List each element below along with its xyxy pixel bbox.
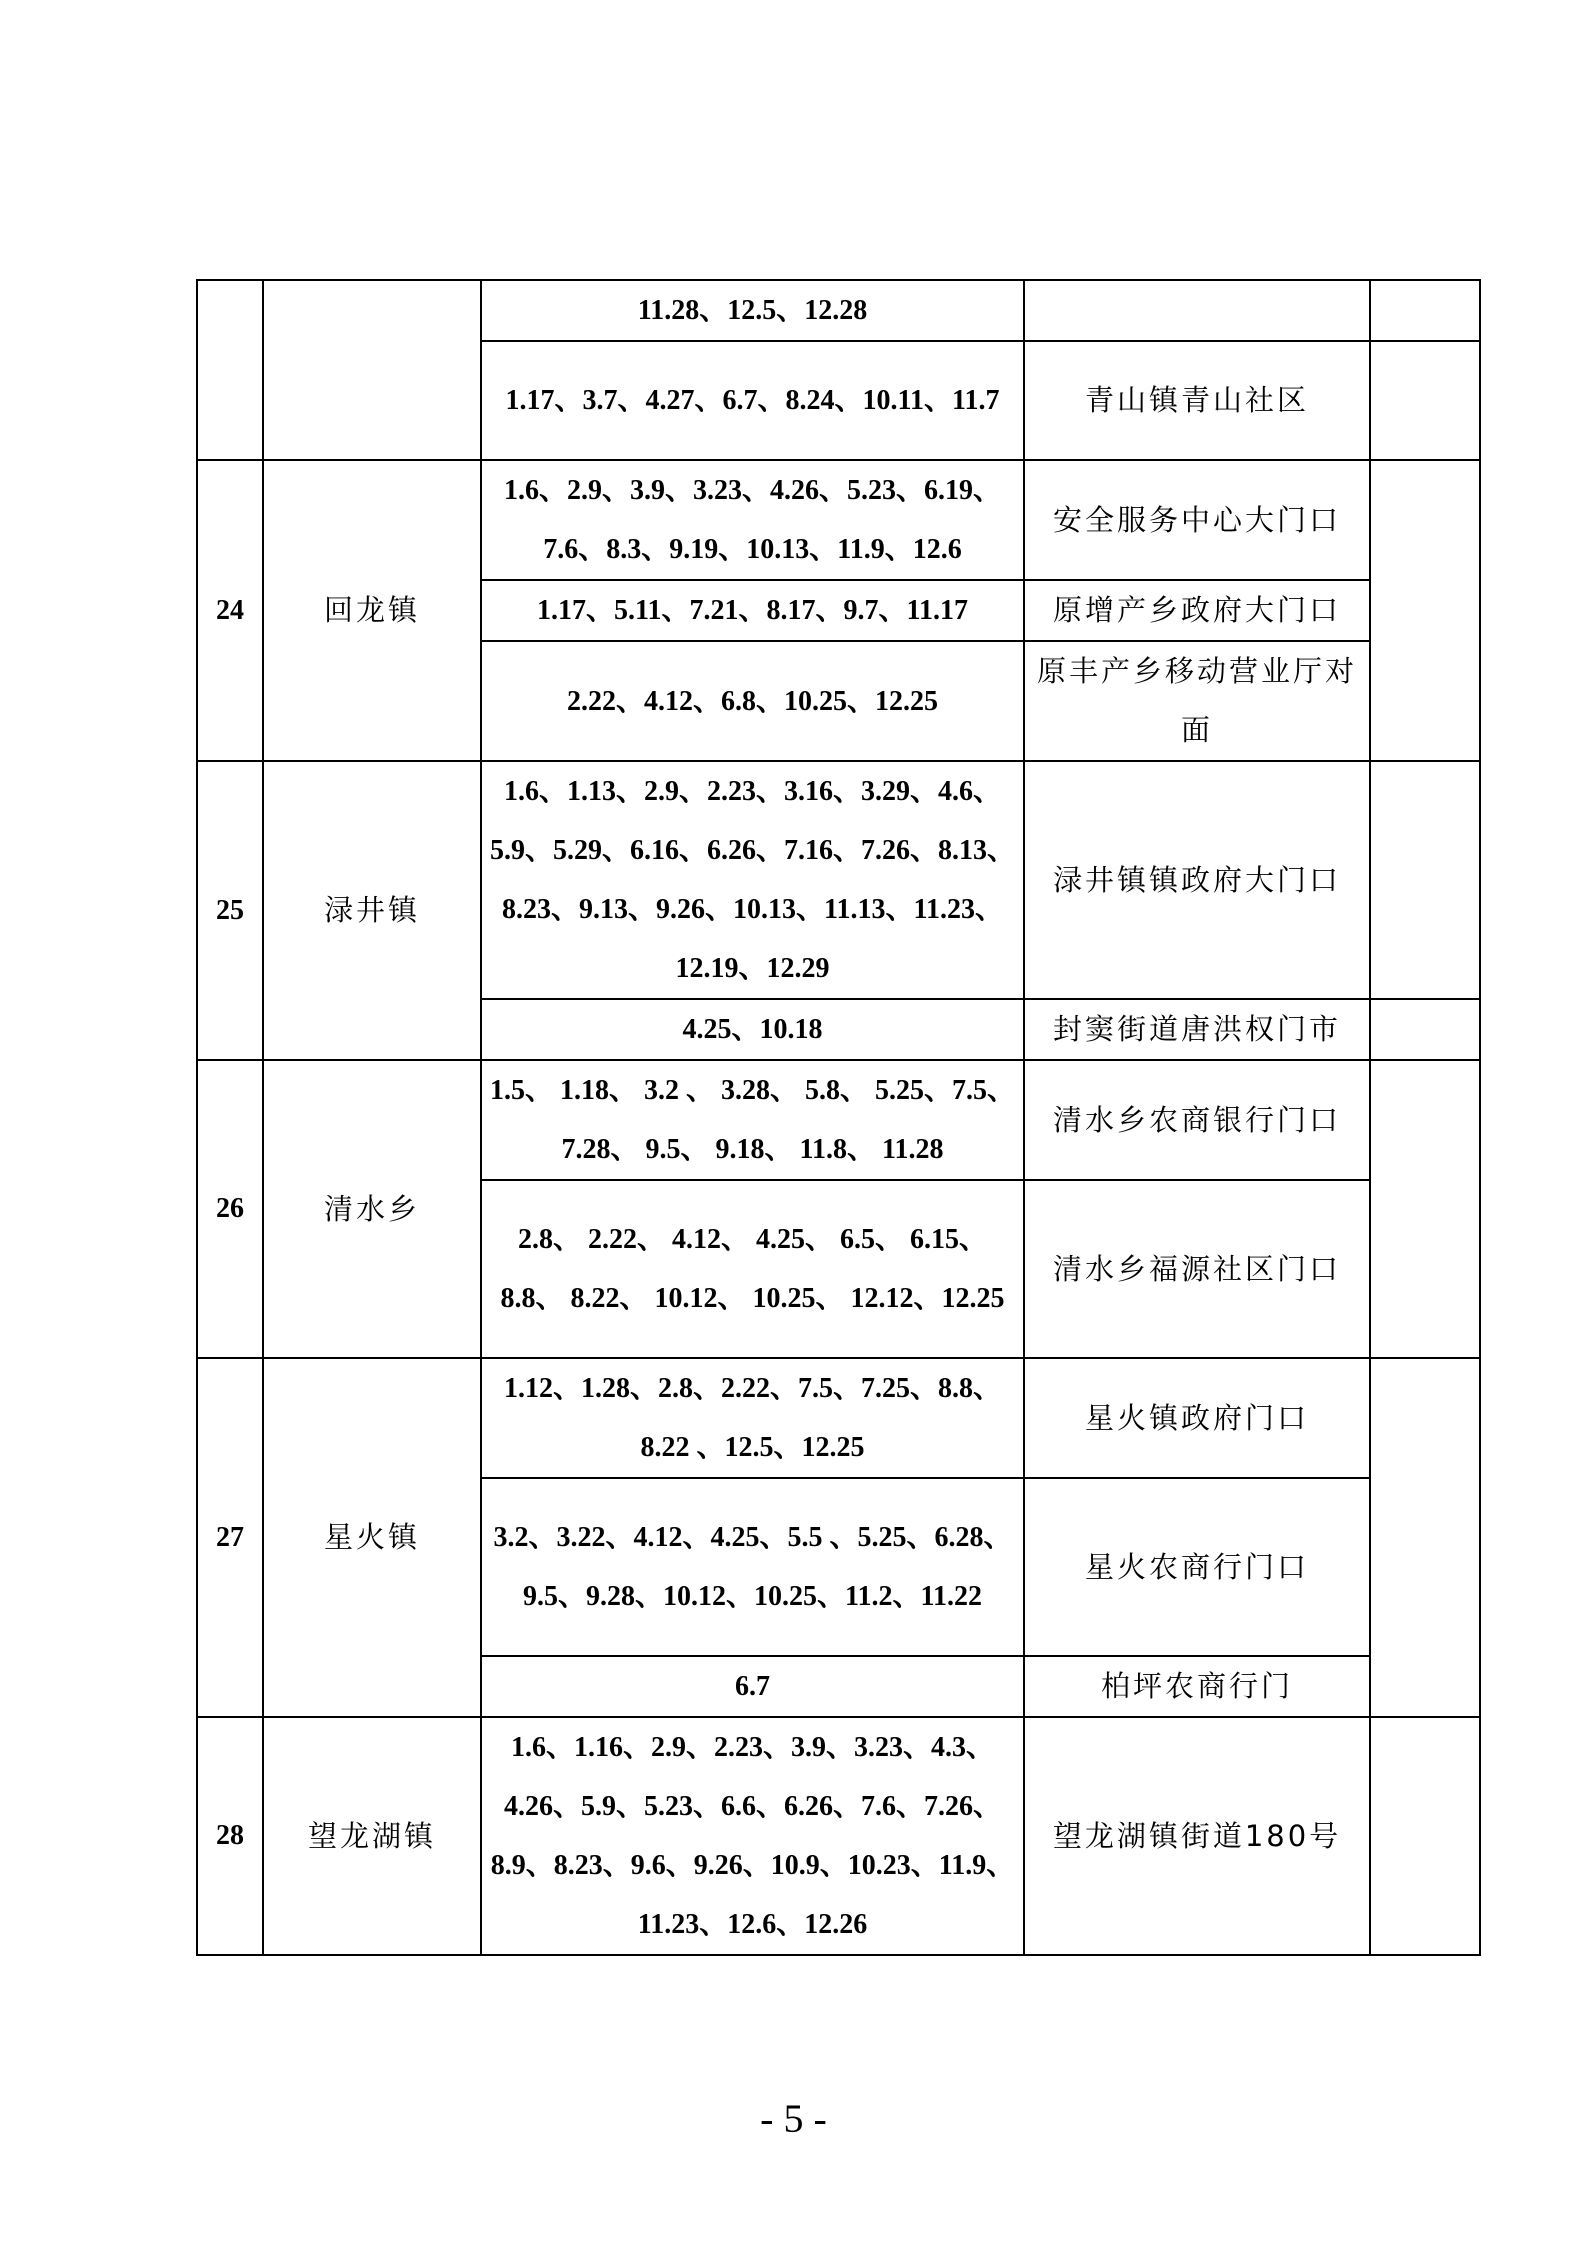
table-row <box>197 1717 1480 1955</box>
dates-cell: 1.17、3.7、4.27、6.7、8.24、10.11、11.7 <box>481 341 1024 460</box>
remarks-cell <box>1370 1358 1480 1717</box>
dates-cell: 1.6、1.16、2.9、2.23、3.9、3.23、4.3、4.26、5.9、5.23、6.6、6.26、7.6、7.26、8.9、8.23、9.6、9.26、10.9、10.23、11.9、11.23、12.6、12.26 <box>481 1717 1024 1955</box>
number-cell: 28 <box>197 1717 263 1955</box>
number-cell <box>197 280 263 460</box>
remarks-cell <box>1370 280 1480 341</box>
table-row <box>197 460 1480 580</box>
remarks-cell <box>1370 1717 1480 1955</box>
dates-cell: 1.5、 1.18、 3.2 、 3.28、 5.8、 5.25、7.5、 7.28、 9.5、 9.18、 11.8、 11.28 <box>481 1060 1024 1180</box>
town-cell: 回龙镇 <box>263 460 481 761</box>
number-cell: 24 <box>197 460 263 761</box>
dates-cell: 3.2、3.22、4.12、4.25、5.5 、5.25、6.28、9.5、9.28、10.12、10.25、11.2、11.22 <box>481 1478 1024 1656</box>
number-cell: 25 <box>197 761 263 1060</box>
place-cell: 柏坪农商行门 <box>1024 1656 1370 1717</box>
remarks-cell <box>1370 460 1480 761</box>
place-cell: 清水乡农商银行门口 <box>1024 1060 1370 1180</box>
dates-cell: 6.7 <box>481 1656 1024 1717</box>
dates-cell: 1.17、5.11、7.21、8.17、9.7、11.17 <box>481 580 1024 641</box>
town-cell: 渌井镇 <box>263 761 481 1060</box>
place-cell: 青山镇青山社区 <box>1024 341 1370 460</box>
place-cell: 封窦街道唐洪权门市 <box>1024 999 1370 1060</box>
table-row <box>197 1358 1480 1478</box>
dates-cell: 1.6、2.9、3.9、3.23、4.26、5.23、6.19、7.6、8.3、9.19、10.13、11.9、12.6 <box>481 460 1024 580</box>
dates-cell: 1.12、1.28、2.8、2.22、7.5、7.25、8.8、8.22 、12.5、12.25 <box>481 1358 1024 1478</box>
town-cell: 清水乡 <box>263 1060 481 1358</box>
dates-cell: 11.28、12.5、12.28 <box>481 280 1024 341</box>
place-cell: 望龙湖镇街道180号 <box>1024 1717 1370 1955</box>
schedule-table <box>196 279 1481 1956</box>
dates-cell: 1.6、1.13、2.9、2.23、3.16、3.29、4.6、5.9、5.29、6.16、6.26、7.16、7.26、8.13、8.23、9.13、9.26、10.13、11.13、11.23、12.19、12.29 <box>481 761 1024 999</box>
table-row <box>197 1060 1480 1180</box>
town-cell: 望龙湖镇 <box>263 1717 481 1955</box>
remarks-cell <box>1370 341 1480 460</box>
place-cell: 星火镇政府门口 <box>1024 1358 1370 1478</box>
place-cell: 清水乡福源社区门口 <box>1024 1180 1370 1358</box>
table-row <box>197 761 1480 999</box>
dates-cell: 4.25、10.18 <box>481 999 1024 1060</box>
table-row <box>197 280 1480 341</box>
place-cell: 原丰产乡移动营业厅对面 <box>1024 641 1370 761</box>
place-cell: 星火农商行门口 <box>1024 1478 1370 1656</box>
remarks-cell <box>1370 1060 1480 1358</box>
place-cell: 渌井镇镇政府大门口 <box>1024 761 1370 999</box>
remarks-cell <box>1370 999 1480 1060</box>
number-cell: 26 <box>197 1060 263 1358</box>
town-cell <box>263 280 481 460</box>
number-cell: 27 <box>197 1358 263 1717</box>
place-cell: 安全服务中心大门口 <box>1024 460 1370 580</box>
place-cell: 原增产乡政府大门口 <box>1024 580 1370 641</box>
remarks-cell <box>1370 761 1480 999</box>
place-cell <box>1024 280 1370 341</box>
town-cell: 星火镇 <box>263 1358 481 1717</box>
dates-cell: 2.8、 2.22、 4.12、 4.25、 6.5、 6.15、8.8、 8.22、 10.12、 10.25、 12.12、12.25 <box>481 1180 1024 1358</box>
dates-cell: 2.22、4.12、6.8、10.25、12.25 <box>481 641 1024 761</box>
page-number: - 5 - <box>760 2096 827 2141</box>
